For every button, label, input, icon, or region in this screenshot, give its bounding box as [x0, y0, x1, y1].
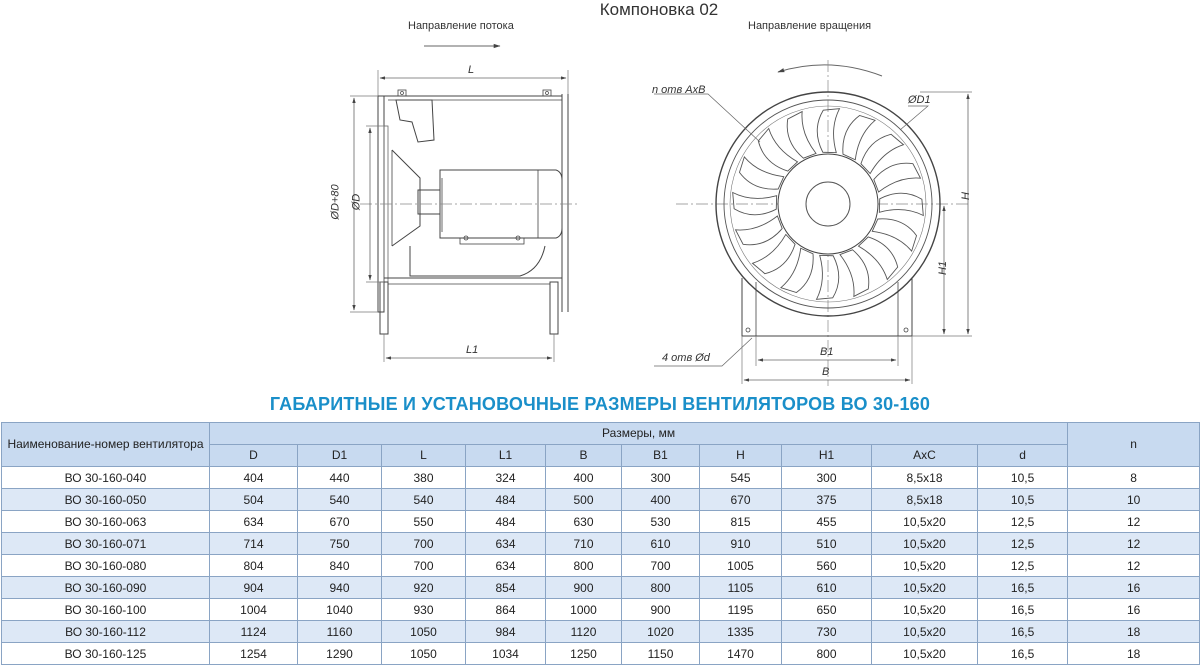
dimensions-table [1, 422, 1200, 665]
dimension-cell: 1290 [298, 643, 382, 665]
table-row [2, 643, 1200, 665]
dimension-cell: 634 [210, 511, 298, 533]
dimension-cell: 1160 [298, 621, 382, 643]
dimension-cell: 610 [622, 533, 700, 555]
dimension-cell: 800 [622, 577, 700, 599]
table-row [2, 511, 1200, 533]
fan-model-cell: ВО 30-160-071 [2, 533, 210, 555]
dimension-cell: 930 [382, 599, 466, 621]
column-header: B1 [622, 445, 700, 467]
dimension-cell: 1124 [210, 621, 298, 643]
dim-label-l1: L1 [466, 344, 479, 356]
dimension-cell: 940 [298, 577, 382, 599]
dimension-cell: 16 [1068, 599, 1200, 621]
impeller-blade [872, 219, 916, 251]
dimension-cell: 900 [622, 599, 700, 621]
dimension-cell: 1470 [700, 643, 782, 665]
column-header: D [210, 445, 298, 467]
dimension-cell: 900 [546, 577, 622, 599]
impeller-blade [817, 109, 839, 153]
side-view-drawing [0, 0, 600, 390]
dimension-cell: 750 [298, 533, 382, 555]
flow-direction-label: Направление потока [408, 20, 514, 32]
dimension-cell: 380 [382, 467, 466, 489]
dim-label-b: B [822, 366, 830, 378]
table-row [2, 489, 1200, 511]
dimension-cell: 920 [382, 577, 466, 599]
dimension-cell: 840 [298, 555, 382, 577]
column-header: H [700, 445, 782, 467]
dimension-cell: 1195 [700, 599, 782, 621]
dimension-cell: 1050 [382, 621, 466, 643]
dimension-cell: 650 [782, 599, 872, 621]
dimension-cell: 1120 [546, 621, 622, 643]
dimension-cell: 500 [546, 489, 622, 511]
column-header: L1 [466, 445, 546, 467]
dimension-cell: 700 [382, 533, 466, 555]
header-dimensions: Размеры, мм [210, 423, 1068, 445]
dimension-cell: 1005 [700, 555, 782, 577]
fan-model-cell: ВО 30-160-090 [2, 577, 210, 599]
impeller-blade [736, 216, 783, 245]
fan-model-cell: ВО 30-160-100 [2, 599, 210, 621]
fan-model-cell: ВО 30-160-080 [2, 555, 210, 577]
dimension-cell: 545 [700, 467, 782, 489]
table-row [2, 555, 1200, 577]
table-title: ГАБАРИТНЫЕ И УСТАНОВОЧНЫЕ РАЗМЕРЫ ВЕНТИЛЯТОРОВ ВО 30-160 [269, 394, 931, 414]
column-header: L [382, 445, 466, 467]
dimension-cell: 455 [782, 511, 872, 533]
dimension-cell: 1250 [546, 643, 622, 665]
dimension-cell: 630 [546, 511, 622, 533]
dimension-cell: 12,5 [978, 533, 1068, 555]
fan-model-cell: ВО 30-160-063 [2, 511, 210, 533]
dimension-cell: 8,5x18 [872, 467, 978, 489]
dimension-cell: 16,5 [978, 621, 1068, 643]
dimension-cell: 12,5 [978, 555, 1068, 577]
dimension-cell: 12 [1068, 555, 1200, 577]
dimension-cell: 634 [466, 555, 546, 577]
dimension-cell: 375 [782, 489, 872, 511]
dimension-cell: 1004 [210, 599, 298, 621]
dimension-cell: 16,5 [978, 643, 1068, 665]
dimension-cell: 10,5 [978, 467, 1068, 489]
dimension-cell: 540 [382, 489, 466, 511]
impeller-blade [781, 248, 813, 292]
dimension-cell: 400 [546, 467, 622, 489]
header-n: n [1068, 423, 1200, 467]
dim-label-holes-axb: n отв AxB [652, 84, 706, 96]
dimension-cell: 16,5 [978, 577, 1068, 599]
dimension-cell: 804 [210, 555, 298, 577]
dimension-cell: 300 [622, 467, 700, 489]
impeller-blade [752, 234, 795, 273]
dimension-cell: 700 [622, 555, 700, 577]
dimension-cell: 16 [1068, 577, 1200, 599]
column-header: H1 [782, 445, 872, 467]
dimension-cell: 1254 [210, 643, 298, 665]
impeller-blade [843, 115, 875, 159]
dimension-cell: 18 [1068, 621, 1200, 643]
dimension-cell: 12 [1068, 533, 1200, 555]
impeller-blade [858, 237, 897, 280]
dimension-cell: 10,5x20 [872, 533, 978, 555]
dimension-cell: 1105 [700, 577, 782, 599]
dim-label-d80: ØD+80 [329, 184, 342, 220]
dimension-cell: 854 [466, 577, 546, 599]
dimension-cell: 440 [298, 467, 382, 489]
layout-title: Компоновка 02 [599, 0, 719, 19]
dimension-cell: 540 [298, 489, 382, 511]
impeller-blade [840, 250, 869, 297]
dimension-cell: 10,5 [978, 489, 1068, 511]
impeller-blade [817, 255, 839, 299]
dim-label-d1: ØD1 [908, 94, 931, 106]
impeller-blade [739, 157, 783, 189]
dimension-cell: 1050 [382, 643, 466, 665]
dimension-cell: 530 [622, 511, 700, 533]
impeller-blade [861, 134, 904, 173]
dimension-cell: 504 [210, 489, 298, 511]
dimension-cell: 10,5x20 [872, 577, 978, 599]
dimension-cell: 904 [210, 577, 298, 599]
dimension-cell: 610 [782, 577, 872, 599]
fan-model-cell: ВО 30-160-040 [2, 467, 210, 489]
impeller-blade [787, 112, 816, 159]
fan-model-cell: ВО 30-160-112 [2, 621, 210, 643]
dimension-cell: 815 [700, 511, 782, 533]
table-row [2, 467, 1200, 489]
dimension-cell: 10 [1068, 489, 1200, 511]
dim-label-h1: H1 [937, 260, 950, 276]
dimension-cell: 984 [466, 621, 546, 643]
table-row [2, 599, 1200, 621]
dimension-cell: 10,5x20 [872, 643, 978, 665]
dimension-cell: 864 [466, 599, 546, 621]
dimension-cell: 404 [210, 467, 298, 489]
dimension-cell: 8 [1068, 467, 1200, 489]
impeller-blade [879, 193, 923, 215]
dimension-cell: 670 [298, 511, 382, 533]
dimension-cell: 634 [466, 533, 546, 555]
table-header-row [2, 423, 1200, 445]
dimension-cell: 510 [782, 533, 872, 555]
fan-model-cell: ВО 30-160-050 [2, 489, 210, 511]
dimension-cell: 714 [210, 533, 298, 555]
dimension-cell: 1335 [700, 621, 782, 643]
dimension-cell: 18 [1068, 643, 1200, 665]
dim-label-h: H [959, 192, 972, 200]
table-row [2, 577, 1200, 599]
impeller-blade [733, 193, 777, 215]
dimension-cell: 910 [700, 533, 782, 555]
header-name: Наименование-номер вентилятора [2, 423, 210, 467]
dimension-cell: 300 [782, 467, 872, 489]
dimension-cell: 12 [1068, 511, 1200, 533]
dimension-cell: 1020 [622, 621, 700, 643]
dimension-cell: 8,5x18 [872, 489, 978, 511]
dimension-cell: 730 [782, 621, 872, 643]
dimension-cell: 1034 [466, 643, 546, 665]
column-header: AxC [872, 445, 978, 467]
dimension-cell: 324 [466, 467, 546, 489]
column-header: B [546, 445, 622, 467]
dimension-cell: 800 [782, 643, 872, 665]
dimension-cell: 10,5x20 [872, 599, 978, 621]
impeller-blade [758, 128, 797, 171]
dimension-cell: 550 [382, 511, 466, 533]
dimension-cell: 1150 [622, 643, 700, 665]
dimension-cell: 800 [546, 555, 622, 577]
dimension-cell: 1000 [546, 599, 622, 621]
dimension-cell: 700 [382, 555, 466, 577]
column-header: D1 [298, 445, 382, 467]
impeller-blade [874, 163, 921, 192]
dimension-cell: 484 [466, 489, 546, 511]
fan-model-cell: ВО 30-160-125 [2, 643, 210, 665]
dim-label-d: ØD [350, 193, 363, 211]
dimension-cell: 10,5x20 [872, 555, 978, 577]
dimension-cell: 16,5 [978, 599, 1068, 621]
dimension-cell: 400 [622, 489, 700, 511]
dimension-cell: 12,5 [978, 511, 1068, 533]
dim-label-b1: B1 [820, 346, 834, 358]
dimension-cell: 670 [700, 489, 782, 511]
rotation-direction-label: Направление вращения [748, 20, 872, 32]
table-row [2, 533, 1200, 555]
dimension-cell: 710 [546, 533, 622, 555]
column-header: d [978, 445, 1068, 467]
dimension-cell: 1040 [298, 599, 382, 621]
dim-label-l: L [468, 64, 475, 76]
table-row [2, 621, 1200, 643]
dim-label-holes-d: 4 отв Ød [662, 352, 710, 364]
dimension-cell: 560 [782, 555, 872, 577]
dimension-cell: 484 [466, 511, 546, 533]
dimension-cell: 10,5x20 [872, 511, 978, 533]
dimension-cell: 10,5x20 [872, 621, 978, 643]
